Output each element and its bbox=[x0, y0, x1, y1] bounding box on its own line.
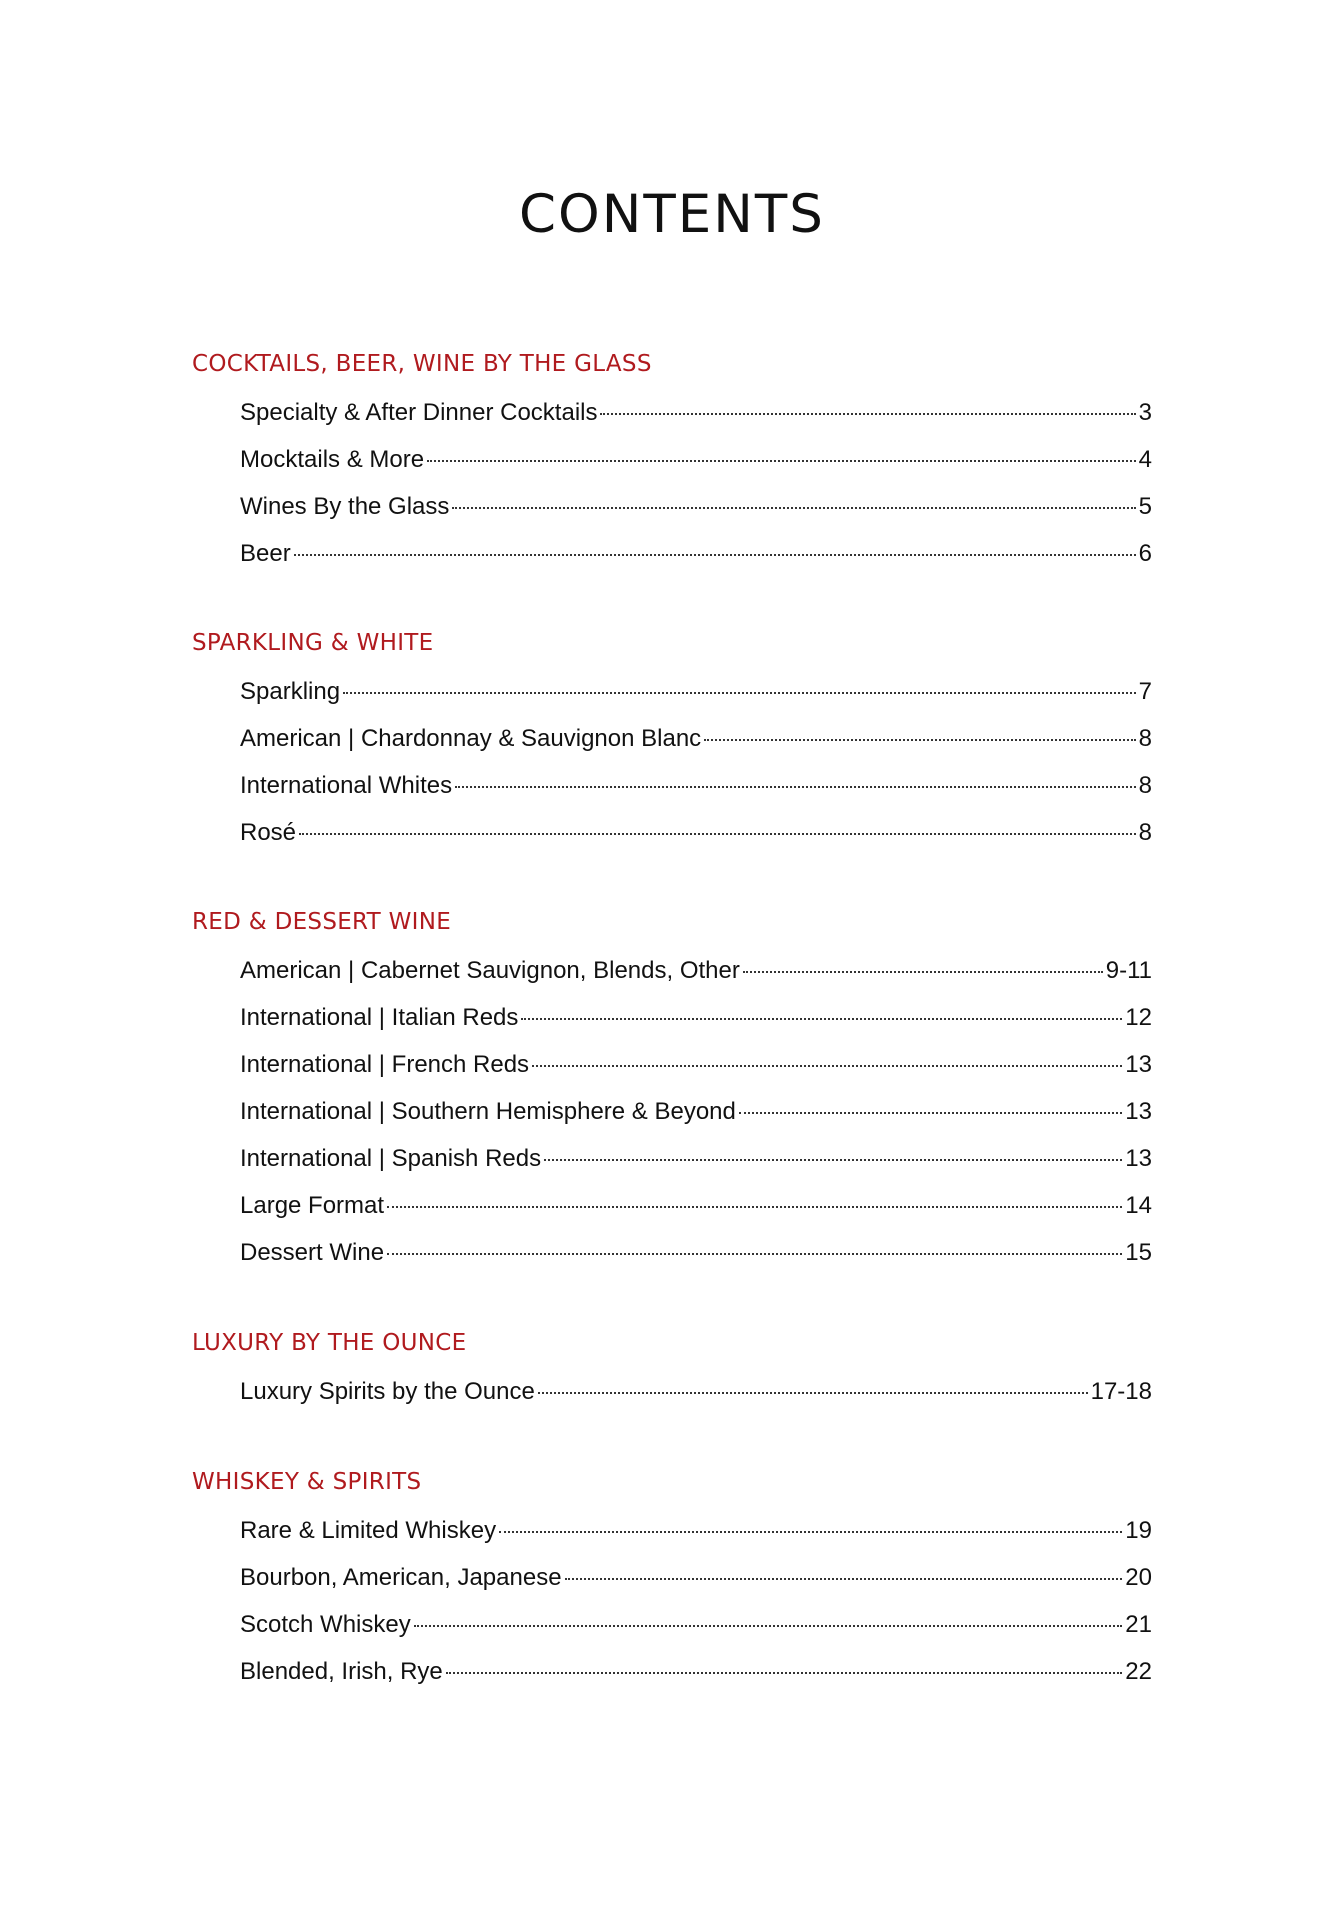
toc-entry-page: 6 bbox=[1138, 540, 1152, 567]
dot-leader bbox=[538, 1392, 1088, 1394]
toc-entry-page: 15 bbox=[1125, 1239, 1152, 1266]
section-heading: SPARKLING & WHITE bbox=[192, 630, 434, 656]
toc-entry-page: 12 bbox=[1125, 1004, 1152, 1031]
toc-entry-page: 8 bbox=[1138, 772, 1152, 799]
toc-entry-page: 20 bbox=[1125, 1564, 1152, 1591]
toc-entry[interactable] bbox=[240, 956, 1152, 1003]
toc-entry-label: Blended, Irish, Rye bbox=[240, 1658, 443, 1685]
toc-entry[interactable] bbox=[240, 771, 1152, 818]
toc-entry-page: 13 bbox=[1125, 1098, 1152, 1125]
dot-leader bbox=[455, 786, 1136, 788]
toc-entry[interactable] bbox=[240, 1003, 1152, 1050]
section-sparkling-white bbox=[192, 628, 1152, 865]
toc-entry-page: 3 bbox=[1138, 399, 1152, 426]
dot-leader bbox=[739, 1112, 1122, 1114]
dot-leader bbox=[452, 507, 1135, 509]
section-cocktails-beer-wine bbox=[192, 349, 1152, 586]
section-luxury-by-the-ounce bbox=[192, 1328, 1152, 1424]
toc-entry-page: 22 bbox=[1125, 1658, 1152, 1685]
toc-entry-label: Mocktails & More bbox=[240, 446, 425, 473]
toc-entry[interactable] bbox=[240, 1191, 1152, 1238]
toc-entry[interactable] bbox=[240, 1563, 1152, 1610]
toc-entry[interactable] bbox=[240, 1097, 1152, 1144]
section-entries bbox=[240, 398, 1152, 586]
toc-entry[interactable] bbox=[240, 445, 1152, 492]
toc-entry-label: American | Chardonnay & Sauvignon Blanc bbox=[240, 725, 702, 752]
toc-entry-label: Scotch Whiskey bbox=[240, 1611, 411, 1638]
dot-leader bbox=[414, 1625, 1123, 1627]
dot-leader bbox=[521, 1018, 1122, 1020]
toc-entry-label: American | Cabernet Sauvignon, Blends, Other bbox=[240, 957, 740, 984]
section-entries bbox=[240, 1516, 1152, 1704]
toc-entry-page: 13 bbox=[1125, 1051, 1152, 1078]
toc-entry-label: Rosé bbox=[240, 819, 297, 846]
toc-entry-label: Dessert Wine bbox=[240, 1239, 385, 1266]
toc-entry-page: 4 bbox=[1138, 446, 1152, 473]
page-title: CONTENTS bbox=[519, 184, 825, 245]
toc-entry-label: Bourbon, American, Japanese bbox=[240, 1564, 562, 1591]
section-entries bbox=[240, 1377, 1152, 1424]
dot-leader bbox=[743, 971, 1103, 973]
dot-leader bbox=[532, 1065, 1122, 1067]
dot-leader bbox=[294, 554, 1136, 556]
toc-entry-label: International | Spanish Reds bbox=[240, 1145, 542, 1172]
toc-entry[interactable] bbox=[240, 1050, 1152, 1097]
dot-leader bbox=[565, 1578, 1123, 1580]
toc-entry-page: 13 bbox=[1125, 1145, 1152, 1172]
toc-entry[interactable] bbox=[240, 1657, 1152, 1704]
section-entries bbox=[240, 677, 1152, 865]
section-red-dessert-wine bbox=[192, 907, 1152, 1285]
dot-leader bbox=[544, 1159, 1122, 1161]
toc-entry[interactable] bbox=[240, 1377, 1152, 1424]
section-heading: RED & DESSERT WINE bbox=[192, 909, 452, 935]
dot-leader bbox=[704, 739, 1135, 741]
dot-leader bbox=[446, 1672, 1123, 1674]
toc-entry[interactable] bbox=[240, 1610, 1152, 1657]
toc-entry-label: International | Italian Reds bbox=[240, 1004, 519, 1031]
toc-entry-page: 9-11 bbox=[1105, 957, 1152, 984]
toc-entry[interactable] bbox=[240, 818, 1152, 865]
toc-entry-page: 8 bbox=[1138, 819, 1152, 846]
section-heading: LUXURY BY THE OUNCE bbox=[192, 1330, 467, 1356]
toc-entry-label: Beer bbox=[240, 540, 291, 567]
toc-entry[interactable] bbox=[240, 492, 1152, 539]
dot-leader bbox=[499, 1531, 1122, 1533]
toc-entry-label: International | French Reds bbox=[240, 1051, 530, 1078]
toc-entry[interactable] bbox=[240, 1516, 1152, 1563]
toc-entry-page: 7 bbox=[1138, 678, 1152, 705]
toc-entry-page: 8 bbox=[1138, 725, 1152, 752]
dot-leader bbox=[387, 1253, 1122, 1255]
toc-entry-label: Wines By the Glass bbox=[240, 493, 450, 520]
toc-entry-label: Sparkling bbox=[240, 678, 341, 705]
section-entries bbox=[240, 956, 1152, 1285]
dot-leader bbox=[600, 413, 1135, 415]
toc-entry-page: 14 bbox=[1125, 1192, 1152, 1219]
toc-entry-page: 5 bbox=[1138, 493, 1152, 520]
toc-entry-label: Rare & Limited Whiskey bbox=[240, 1517, 497, 1544]
section-heading: WHISKEY & SPIRITS bbox=[192, 1469, 422, 1495]
toc-entry-label: International | Southern Hemisphere & Beyond bbox=[240, 1098, 736, 1125]
toc-entry[interactable] bbox=[240, 1144, 1152, 1191]
toc-entry[interactable] bbox=[240, 539, 1152, 586]
toc-entry[interactable] bbox=[240, 398, 1152, 445]
toc-entry[interactable] bbox=[240, 677, 1152, 724]
toc-entry[interactable] bbox=[240, 724, 1152, 771]
toc-entry-label: Luxury Spirits by the Ounce bbox=[240, 1378, 535, 1405]
toc-entry-label: Specialty & After Dinner Cocktails bbox=[240, 399, 598, 426]
toc-entry-page: 19 bbox=[1125, 1517, 1152, 1544]
dot-leader bbox=[427, 460, 1136, 462]
dot-leader bbox=[343, 692, 1136, 694]
section-whiskey-spirits bbox=[192, 1467, 1152, 1704]
toc-entry[interactable] bbox=[240, 1238, 1152, 1285]
toc-entry-page: 17-18 bbox=[1090, 1378, 1152, 1405]
toc-entry-page: 21 bbox=[1125, 1611, 1152, 1638]
dot-leader bbox=[387, 1206, 1122, 1208]
dot-leader bbox=[299, 833, 1136, 835]
section-heading: COCKTAILS, BEER, WINE BY THE GLASS bbox=[192, 351, 652, 377]
toc-entry-label: Large Format bbox=[240, 1192, 385, 1219]
toc-entry-label: International Whites bbox=[240, 772, 453, 799]
